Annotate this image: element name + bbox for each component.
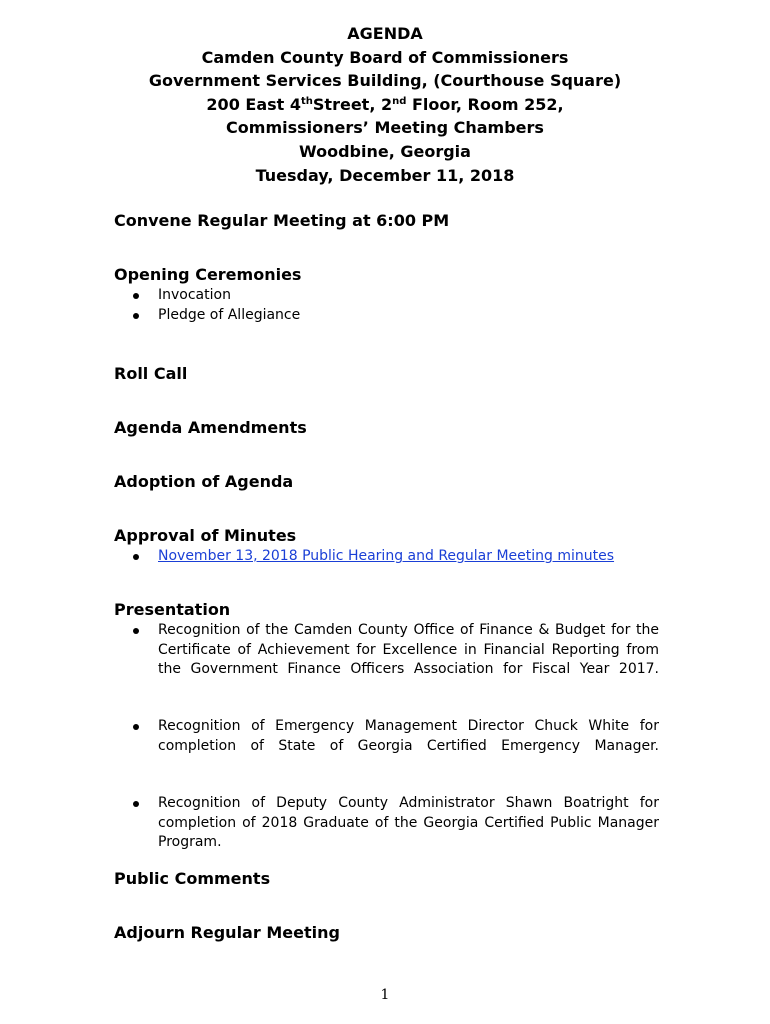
bullet-icon: [133, 724, 139, 730]
presentation-list-3: [114, 794, 659, 872]
address-part-1: 200 East 4: [206, 94, 301, 114]
section-presentation: [114, 599, 659, 873]
bullet-icon: [133, 801, 139, 807]
section-adoption-of-agenda: [114, 471, 659, 493]
presentation-list-2: [114, 717, 659, 776]
address-part-2: Street, 2: [312, 94, 393, 114]
header-address: [0, 93, 770, 117]
bullet-icon: [133, 554, 139, 560]
header-board-name: Camden County Board of Commissioners: [201, 47, 569, 67]
list-item: Recognition of Emergency Management Director Chuck White for completion of State of Georgia Certified Emergency Manager.: [114, 717, 659, 776]
convene-title: Convene Regular Meeting at 6:00 PM: [114, 211, 450, 230]
address-sup-nd: nd: [392, 95, 407, 107]
list-item: Recognition of the Camden County Office of Finance & Budget for the Certificate of Achievement for Excellence in Financial Reporting from the Government Finance Officers Association for Fiscal Year 2017.: [114, 621, 659, 699]
list-item: [114, 547, 659, 567]
presentation-list: [114, 621, 659, 699]
section-convene: [114, 210, 659, 232]
section-approval-of-minutes: [114, 525, 659, 567]
address-part-3: Floor, Room 252,: [406, 94, 564, 114]
section-public-comments: [114, 868, 659, 890]
adoption-of-agenda-title: Adoption of Agenda: [114, 472, 294, 491]
bullet-icon: [133, 313, 139, 319]
page-number: 1: [380, 987, 390, 1003]
minutes-link[interactable]: November 13, 2018 Public Hearing and Regular Meeting minutes: [158, 548, 615, 564]
section-roll-call: [114, 363, 659, 385]
section-agenda-amendments: [114, 417, 659, 439]
header-chambers: Commissioners’ Meeting Chambers: [226, 118, 544, 138]
section-opening-ceremonies: [114, 264, 659, 325]
list-item: Pledge of Allegiance: [114, 306, 659, 326]
header-city: Woodbine, Georgia: [299, 141, 471, 161]
opening-ceremonies-list: [114, 286, 659, 325]
public-comments-title: Public Comments: [114, 869, 271, 888]
list-item: Recognition of Deputy County Administrator Shawn Boatright for completion of 2018 Graduate of the Georgia Certified Public Manager Program.: [114, 794, 659, 872]
bullet-icon: [133, 293, 139, 299]
minutes-list: [114, 547, 659, 567]
agenda-amendments-title: Agenda Amendments: [114, 418, 307, 437]
presentation-title: Presentation: [114, 600, 231, 619]
approval-of-minutes-title: Approval of Minutes: [114, 526, 297, 545]
header-title: AGENDA: [347, 24, 423, 43]
roll-call-title: Roll Call: [114, 364, 188, 383]
agenda-header: [0, 22, 770, 187]
list-item: Invocation: [114, 286, 659, 306]
section-adjourn: [114, 922, 659, 944]
header-building: Government Services Building, (Courthouse Square): [148, 71, 622, 91]
adjourn-title: Adjourn Regular Meeting: [114, 923, 340, 942]
address-sup-th: th: [301, 95, 313, 107]
header-date: Tuesday, December 11, 2018: [255, 165, 515, 185]
opening-ceremonies-title: Opening Ceremonies: [114, 265, 302, 284]
bullet-icon: [133, 628, 139, 634]
